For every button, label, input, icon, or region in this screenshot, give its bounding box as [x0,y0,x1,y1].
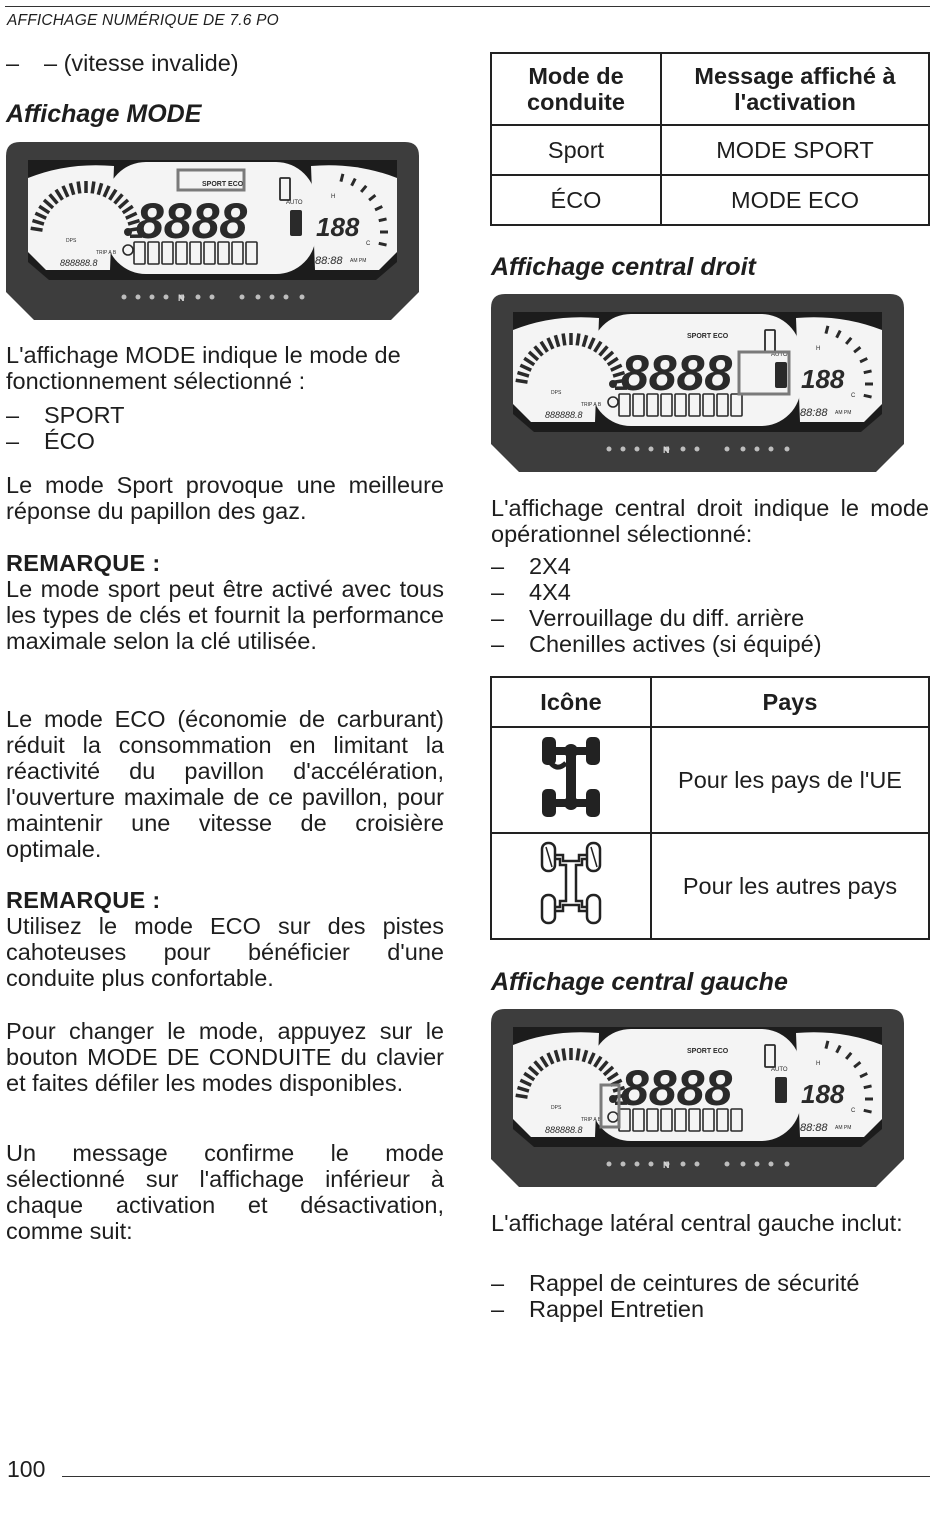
table-row [491,727,929,833]
ampm-label: AM PM [835,1125,852,1131]
trip-label: TRIP A B [96,250,117,256]
indicator-light-icon [741,1162,746,1167]
indicator-light-icon [210,295,215,300]
sport-paragraph: Le mode Sport provoque une meilleure réponse du papillon des gaz. [6,472,444,524]
table-header-row [491,53,929,125]
indicator-light-icon [122,295,127,300]
indicator-light-icon [755,1162,760,1167]
tach-tick [563,334,565,346]
dashboard-mode-figure [6,142,419,320]
right-digits: 188 [801,1079,845,1109]
table-cell [491,727,651,833]
indicator-light-icon [769,1162,774,1167]
remark-title: REMARQUE : [6,550,161,576]
table-cell: MODE ECO [661,175,929,225]
list-item: – Rappel Entretien [491,1296,705,1322]
neutral-indicator: N [178,293,185,303]
fuel-tick [826,1041,828,1049]
fuel-tick [864,1110,872,1112]
indicator-light-icon [695,1162,700,1167]
page-number: 100 [7,1456,46,1482]
eco-paragraph: Le mode ECO (économie de carburant) réduit la consommation en limitant la réactivité du pavillon d'accélération, l'ouverture maximale de ce pavillon, pour maintenir une vitesse de croisière optimale. [6,706,444,862]
dps-label: DPS [66,238,77,244]
tach-tick [577,334,579,346]
speed-digits: 8888 [621,1060,733,1116]
mode-list [6,402,125,454]
center-left-paragraph: L'affichage latéral central gauche inclut: [491,1210,903,1236]
auto-label: AUTO [771,1067,788,1073]
drivetrain-mini-icon [775,362,787,388]
fuel-low-label: C [366,241,371,247]
fuel-tick [864,371,872,373]
table-cell: Pour les autres pays [651,833,929,939]
table-row [491,175,929,225]
fuel-tick [379,219,387,221]
indicator-light-icon [695,447,700,452]
neutral-indicator: N [663,445,670,455]
table-cell [491,833,651,939]
tach-tick [31,228,43,230]
drivetrain-filled-icon [536,733,606,821]
list-item: – 2X4 [491,553,571,579]
indicator-light-icon [256,295,261,300]
mode-heading: Affichage MODE [6,100,202,128]
fuel-tick [341,174,343,182]
auto-label: AUTO [771,352,788,358]
remark-text: Utilisez le mode ECO sur des pistes cahoteuses pour bénéficier d'une conduite plus confortable. [6,913,444,991]
indicator-light-icon [725,447,730,452]
indicator-light-icon [196,295,201,300]
list-item: – 4X4 [491,579,571,605]
seatbelt-reminder-icon [609,380,617,388]
seatbelt-reminder-icon [124,228,132,236]
neutral-indicator: N [663,1160,670,1170]
ampm-label: AM PM [350,258,367,264]
right-digits: 188 [316,212,360,242]
indicator-light-icon [270,295,275,300]
list-item: – SPORT [6,402,125,428]
trip-label: TRIP A B [581,1117,602,1123]
column-header: Pays [651,677,929,727]
indicator-light-icon [635,1162,640,1167]
indicator-light-icon [300,295,305,300]
center-right-list [491,553,822,657]
dps-label: DPS [551,390,562,396]
tach-tick [78,182,80,194]
tach-tick [92,182,94,194]
indicator-light-icon [755,447,760,452]
indicator-light-icon [785,447,790,452]
ampm-label: AM PM [835,410,852,416]
center-left-heading: Affichage central gauche [491,968,788,996]
indicator-light-icon [741,447,746,452]
dps-label: DPS [551,1105,562,1111]
table-cell: MODE SPORT [661,125,929,175]
speed-digits: 8888 [621,345,733,401]
dashboard-center-right-figure [491,294,904,472]
fuel-tick [864,395,872,397]
fuel-high-label: H [816,1061,821,1067]
column-header: Icône [491,677,651,727]
column-header: Mode de conduite [491,53,661,125]
icon-table [490,676,930,940]
indicator-light-icon [681,447,686,452]
seatbelt-reminder-icon [609,1095,617,1103]
odometer-digits: 888888.8 [545,1125,583,1135]
fuel-high-label: H [816,346,821,352]
indicator-light-icon [284,295,289,300]
remark-text: Le mode sport peut être activé avec tous les types de clés et fournit la performance maximale selon la clé utilisée. [6,576,444,654]
indicator-light-icon [681,1162,686,1167]
footer-rule [62,1476,930,1477]
indicator-light-icon [240,295,245,300]
clock-digits: 88:88 [800,407,828,419]
indicator-light-icon [649,447,654,452]
auto-label: AUTO [286,200,303,206]
table-header-row [491,677,929,727]
mode-paragraph: L'affichage MODE indique le mode de fonctionnement sélectionné : [6,342,401,394]
table-row [491,833,929,939]
running-header: AFFICHAGE NUMÉRIQUE DE 7.6 PO [7,12,279,29]
indicator-light-icon [150,295,155,300]
center-right-paragraph: L'affichage central droit indique le mode opérationnel sélectionné: [491,495,929,547]
change-mode-paragraph: Pour changer le mode, appuyez sur le bouton MODE DE CONDUITE du clavier et faites défiler les modes disponibles. [6,1018,444,1096]
fuel-high-label: H [331,194,336,200]
remark-title: REMARQUE : [6,887,161,913]
dashboard-center-left-figure [491,1009,904,1187]
list-item: – Verrouillage du diff. arrière [491,605,805,631]
mode-indicator-text: SPORT ECO [202,181,244,188]
table-cell: Pour les pays de l'UE [651,727,929,833]
table-row [491,125,929,175]
fuel-tick [864,1086,872,1088]
intro-text: – (vitesse invalide) [44,50,239,76]
indicator-light-icon [607,1162,612,1167]
mode-table [490,52,930,226]
tach-tick [563,1049,565,1061]
odometer-digits: 888888.8 [545,410,583,420]
drivetrain-outline-icon [536,839,606,927]
indicator-light-icon [136,295,141,300]
indicator-light-icon [164,295,169,300]
drivetrain-mini-icon [290,210,302,236]
indicator-light-icon [649,1162,654,1167]
indicator-light-icon [725,1162,730,1167]
clock-digits: 88:88 [800,1122,828,1134]
column-header: Message affiché à l'activation [661,53,929,125]
center-left-list [491,1270,860,1322]
list-item: – ÉCO [6,428,95,454]
indicator-light-icon [635,447,640,452]
list-item: – Chenilles actives (si équipé) [491,631,822,657]
center-right-heading: Affichage central droit [491,253,756,281]
intro-line: – – (vitesse invalide) [6,50,239,76]
fuel-low-label: C [851,1108,856,1114]
fuel-tick [379,243,387,245]
table-cell: Sport [491,125,661,175]
tach-tick [516,380,528,382]
odometer-digits: 888888.8 [60,258,98,268]
speed-digits: 8888 [136,193,248,249]
indicator-light-icon [621,1162,626,1167]
confirm-paragraph: Un message confirme le mode sélectionné sur l'affichage inférieur à chaque activation et désactivation, comme suit: [6,1140,444,1244]
indicator-light-icon [607,447,612,452]
tach-tick [516,1095,528,1097]
drivetrain-mini-icon [775,1077,787,1103]
indicator-light-icon [769,447,774,452]
indicator-light-icon [785,1162,790,1167]
fuel-tick [826,326,828,334]
clock-digits: 88:88 [315,255,343,267]
trip-label: TRIP A B [581,402,602,408]
mode-indicator-text: SPORT ECO [687,333,729,340]
tach-tick [577,1049,579,1061]
mode-indicator-text: SPORT ECO [687,1048,729,1055]
indicator-light-icon [621,447,626,452]
fuel-low-label: C [851,393,856,399]
header-rule [5,6,930,7]
table-cell: ÉCO [491,175,661,225]
right-digits: 188 [801,364,845,394]
list-item: – Rappel de ceintures de sécurité [491,1270,860,1296]
